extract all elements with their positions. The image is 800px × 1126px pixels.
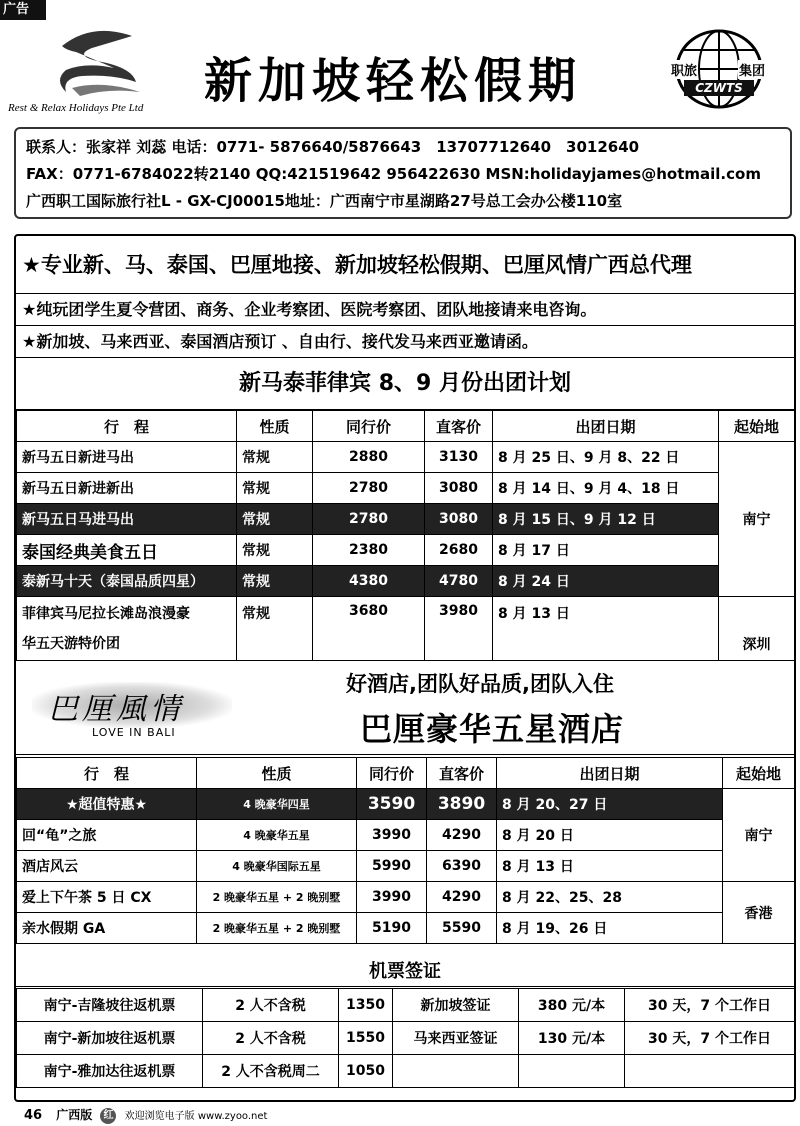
header-dates: 出团日期 [497, 758, 723, 789]
ticket-price-cell: 1550 [339, 1022, 393, 1055]
header-origin: 起始地 [723, 758, 795, 789]
header-peer-price: 同行价 [313, 411, 425, 442]
contact-line-3: 广西职工国际旅行社L - GX-CJ00015地址：广西南宁市星湖路27号总工会办公楼110室 [26, 192, 623, 210]
type-cell: 2 晚豪华五星 + 2 晚别墅 [197, 882, 357, 913]
type-cell: 常规 [237, 442, 313, 473]
direct-price-cell: 2680 [425, 535, 493, 566]
table-row [17, 535, 795, 566]
plan-title: 新马泰菲律宾 8、9 月份出团计划 [16, 358, 794, 410]
visa-price-cell: 380 元/本 [519, 989, 625, 1022]
type-cell: 2 晚豪华五星 + 2 晚别墅 [197, 913, 357, 944]
visa-price-cell [519, 1055, 625, 1088]
logo-banner: CZWTS [684, 80, 754, 96]
type-cell: 常规 [237, 473, 313, 504]
company-name: Rest & Relax Holidays Pte Ltd [8, 102, 144, 114]
peer-price-cell: 4380 [313, 566, 425, 597]
dates-cell: 8 月 20、27 日 [497, 789, 723, 820]
route-cell: 泰国经典美食五日 [17, 535, 237, 566]
dates-cell: 8 月 15 日、9 月 12 日 [493, 504, 719, 535]
peer-price-cell: 3680 [313, 597, 425, 661]
footer [24, 1106, 267, 1124]
route-cell: 回“龟”之旅 [17, 820, 197, 851]
logo-text-right: 集团 [738, 60, 766, 79]
visa-time-cell: 30 天，7 个工作日 [625, 1022, 795, 1055]
header-origin: 起始地 [719, 411, 795, 442]
dates-cell: 8 月 13 日 [493, 597, 719, 661]
route-cell: 泰新马十天（泰国品质四星） [17, 566, 237, 597]
table-row [17, 1055, 795, 1088]
peer-price-cell: 2780 [313, 473, 425, 504]
direct-price-cell: 4290 [427, 882, 497, 913]
dates-cell: 8 月 20 日 [497, 820, 723, 851]
direct-price-cell: 3890 [427, 789, 497, 820]
ticket-route-cell: 南宁-新加坡往返机票 [17, 1022, 203, 1055]
header-direct-price: 直客价 [427, 758, 497, 789]
visa-time-cell [625, 1055, 795, 1088]
table-row [17, 913, 795, 944]
page-title: 新加坡轻松假期 [204, 53, 583, 109]
table-row [17, 1022, 795, 1055]
route-cell: 爱上下午茶 5 日 CX [17, 882, 197, 913]
ad-tag: 广告 [0, 0, 46, 20]
peer-price-cell: 2880 [313, 442, 425, 473]
origin-cell: 深圳 [719, 597, 795, 661]
table-row [17, 442, 795, 473]
bali-hotel-title: 巴厘豪华五星酒店 [360, 710, 625, 748]
peer-price-cell: 5190 [357, 913, 427, 944]
contact-box [14, 127, 792, 219]
service-line-3: ★新加坡、马来西亚、泰国酒店预订 、自由行、接代发马来西亚邀请函。 [16, 326, 794, 358]
type-cell: 常规 [237, 504, 313, 535]
type-cell: 4 晚豪华国际五星 [197, 851, 357, 882]
origin-cell: 南宁 [719, 442, 795, 597]
route-cell: 新马五日新进马出 [17, 442, 237, 473]
type-cell: 常规 [237, 535, 313, 566]
dates-cell: 8 月 24 日 [493, 566, 719, 597]
type-cell: 4 晚豪华四星 [197, 789, 357, 820]
visa-cell: 新加坡签证 [393, 989, 519, 1022]
direct-price-cell: 4290 [427, 820, 497, 851]
contact-line-1: 联系人：张家祥 刘蕊 电话：0771- 5876640/5876643 13707712640 3012640 [26, 138, 640, 156]
header-peer-price: 同行价 [357, 758, 427, 789]
dates-cell: 8 月 17 日 [493, 535, 719, 566]
plan-header-row [17, 411, 795, 442]
company-logo [4, 22, 204, 122]
route-cell: 新马五日新进新出 [17, 473, 237, 504]
table-row [17, 989, 795, 1022]
header-route: 行 程 [17, 411, 237, 442]
header-dates: 出团日期 [493, 411, 719, 442]
direct-price-cell: 3130 [425, 442, 493, 473]
page-number: 46 [24, 1108, 43, 1123]
direct-price-cell: 6390 [427, 851, 497, 882]
peer-price-cell: 2380 [313, 535, 425, 566]
ticket-note-cell: 2 人不含税 [203, 1022, 339, 1055]
ticket-price-cell: 1350 [339, 989, 393, 1022]
table-row [17, 882, 795, 913]
table-row [17, 851, 795, 882]
bali-slogan: 好酒店,团队好品质,团队入住 [346, 672, 614, 696]
dates-cell: 8 月 25 日、9 月 8、22 日 [493, 442, 719, 473]
ticket-note-cell: 2 人不含税周二 [203, 1055, 339, 1088]
visa-price-cell: 130 元/本 [519, 1022, 625, 1055]
plan-table [16, 410, 795, 661]
peer-price-cell: 2780 [313, 504, 425, 535]
direct-price-cell: 3080 [425, 473, 493, 504]
service-line-1: ★专业新、马、泰国、巴厘地接、新加坡轻松假期、巴厘风情广西总代理 [16, 236, 794, 294]
bali-header-row [17, 758, 795, 789]
dates-cell: 8 月 13 日 [497, 851, 723, 882]
route-line-1: 菲律宾马尼拉长滩岛浪漫豪 [22, 605, 190, 622]
dates-cell: 8 月 19、26 日 [497, 913, 723, 944]
direct-price-cell: 3080 [425, 504, 493, 535]
ticket-table [16, 988, 795, 1088]
route-cell: ★超值特惠★ [17, 789, 197, 820]
peer-price-cell: 3590 [357, 789, 427, 820]
ticket-note-cell: 2 人不含税 [203, 989, 339, 1022]
edition-label: 广西版 [56, 1108, 93, 1122]
header-direct-price: 直客价 [425, 411, 493, 442]
table-row [17, 789, 795, 820]
header-route: 行 程 [17, 758, 197, 789]
table-row [17, 473, 795, 504]
origin-cell: 香港 [723, 882, 795, 944]
route-cell: 酒店风云 [17, 851, 197, 882]
header-type: 性质 [237, 411, 313, 442]
service-line-2: ★纯玩团学生夏令营团、商务、企业考察团、医院考察团、团队地接请来电咨询。 [16, 294, 794, 326]
bali-table [16, 757, 795, 944]
header [0, 22, 800, 122]
czwts-logo [664, 28, 774, 110]
peer-price-cell: 5990 [357, 851, 427, 882]
visa-time-cell: 30 天，7 个工作日 [625, 989, 795, 1022]
contact-line-2: FAX：0771-6784022转2140 QQ:421519642 956422630 MSN:holidayjames@hotmail.com [26, 165, 761, 183]
peer-price-cell: 3990 [357, 882, 427, 913]
route-cell [17, 597, 237, 661]
peer-price-cell: 3990 [357, 820, 427, 851]
swirl-logo-icon [52, 26, 148, 102]
bali-logo-sub: LOVE IN BALI [92, 726, 176, 739]
origin-cell: 南宁 [723, 789, 795, 882]
table-row [17, 504, 795, 535]
dates-cell: 8 月 14 日、9 月 4、18 日 [493, 473, 719, 504]
red-circle-icon: 红 [100, 1108, 116, 1124]
bali-block [16, 660, 794, 755]
table-row [17, 597, 795, 661]
table-row [17, 820, 795, 851]
ticket-price-cell: 1050 [339, 1055, 393, 1088]
ticket-title: 机票签证 [16, 957, 794, 987]
direct-price-cell: 4780 [425, 566, 493, 597]
ticket-route-cell: 南宁-吉隆坡往返机票 [17, 989, 203, 1022]
type-cell: 常规 [237, 597, 313, 661]
route-cell: 亲水假期 GA [17, 913, 197, 944]
visa-cell [393, 1055, 519, 1088]
table-row [17, 566, 795, 597]
route-line-2: 华五天游特价团 [22, 635, 120, 652]
type-cell: 常规 [237, 566, 313, 597]
direct-price-cell: 3980 [425, 597, 493, 661]
logo-text-left: 职旅 [670, 60, 698, 79]
dates-cell: 8 月 22、25、28 [497, 882, 723, 913]
type-cell: 4 晚豪华五星 [197, 820, 357, 851]
header-type: 性质 [197, 758, 357, 789]
main-box [14, 234, 796, 1102]
visa-cell: 马来西亚签证 [393, 1022, 519, 1055]
footer-link-text[interactable]: 欢迎浏览电子版 www.zyoo.net [124, 1111, 268, 1122]
bali-logo-name: 巴厘風情 [48, 692, 184, 727]
route-cell: 新马五日马进马出 [17, 504, 237, 535]
bali-logo [32, 672, 232, 742]
direct-price-cell: 5590 [427, 913, 497, 944]
ticket-route-cell: 南宁-雅加达往返机票 [17, 1055, 203, 1088]
